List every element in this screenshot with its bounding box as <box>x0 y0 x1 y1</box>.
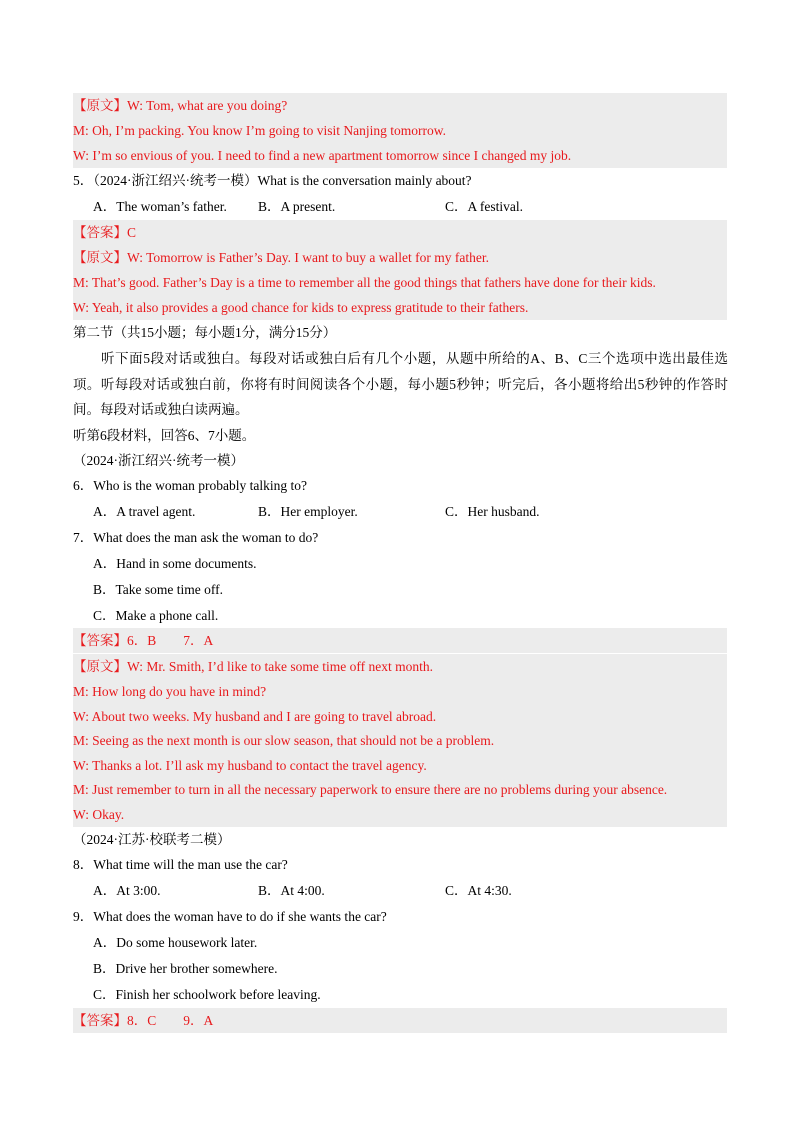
question-5-options <box>73 194 727 219</box>
transcript-line: W: I’m so envious of you. I need to find a new apartment tomorrow since I changed my job. <box>73 143 727 168</box>
set-intro: 听第6段材料，回答6、7小题。 <box>73 428 256 443</box>
question-8-stem: 8．What time will the man use the car? <box>73 857 288 872</box>
option-a: A．The woman’s father. <box>93 199 227 214</box>
answer-line: 【答案】8．C 9．A <box>73 1008 727 1033</box>
section-instructions: 听下面5段对话或独白。每段对话或独白后有几个小题，从题中所给的A、B、C三个选项中选出最佳选项。听每段对话或独白前，你将有时间阅读各个小题，每小题5秒钟；听完后，各小题将给出5秒钟的作答时间。每段对话或独白读两遍。 <box>73 351 728 417</box>
transcript-line: M: That’s good. Father’s Day is a time to remember all the good things that fathers have done for their kids. <box>73 270 727 295</box>
answer-line: 【答案】C <box>73 220 727 245</box>
option-a: A．Hand in some documents. <box>93 556 257 571</box>
question-8-options <box>73 878 727 903</box>
question-9-stem: 9．What does the woman have to do if she wants the car? <box>73 909 387 924</box>
option-b: B．At 4:00. <box>258 883 325 898</box>
transcript-line: W: About two weeks. My husband and I are going to travel abroad. <box>73 704 727 729</box>
section-heading: 第二节（共15小题；每小题1分，满分15分） <box>73 325 337 340</box>
transcript-line: M: Seeing as the next month is our slow season, that should not be a problem. <box>73 728 727 753</box>
transcript-line: W: Yeah, it also provides a good chance for kids to express gratitude to their fathers. <box>73 295 727 320</box>
option-c: C．At 4:30. <box>445 883 512 898</box>
option-b: B．Take some time off. <box>93 582 224 597</box>
option-a: A．At 3:00. <box>93 883 161 898</box>
transcript-line: M: Just remember to turn in all the necessary paperwork to ensure there are no problems during your absence. <box>73 777 727 802</box>
transcript-line: M: Oh, I’m packing. You know I’m going to visit Nanjing tomorrow. <box>73 118 727 143</box>
answer-line: 【答案】6．B 7．A <box>73 628 727 653</box>
transcript-line: W: Okay. <box>73 802 727 827</box>
source-label: （2024·浙江绍兴·统考一模） <box>73 453 244 468</box>
transcript-line: W: Thanks a lot. I’ll ask my husband to contact the travel agency. <box>73 753 727 778</box>
transcript-line: M: How long do you have in mind? <box>73 679 727 704</box>
question-5-stem: 5．（2024·浙江绍兴·统考一模）What is the conversation mainly about? <box>73 173 472 188</box>
option-b: B．Drive her brother somewhere. <box>93 961 278 976</box>
transcript-line: 【原文】W: Mr. Smith, I’d like to take some time off next month. <box>73 654 727 679</box>
transcript-line: 【原文】W: Tomorrow is Father’s Day. I want to buy a wallet for my father. <box>73 245 727 270</box>
question-6-options <box>73 499 727 524</box>
option-a: A．Do some housework later. <box>93 935 258 950</box>
option-c: C．Her husband. <box>445 504 540 519</box>
option-c: C．Finish her schoolwork before leaving. <box>93 987 321 1002</box>
source-label: （2024·江苏·校联考二模） <box>73 832 231 847</box>
option-c: C．Make a phone call. <box>93 608 219 623</box>
option-a: A．A travel agent. <box>93 504 196 519</box>
question-7-stem: 7．What does the man ask the woman to do? <box>73 530 319 545</box>
question-6-stem: 6．Who is the woman probably talking to? <box>73 478 307 493</box>
transcript-line: 【原文】W: Tom, what are you doing? <box>73 93 727 118</box>
option-b: B．Her employer. <box>258 504 358 519</box>
option-c: C．A festival. <box>445 199 523 214</box>
option-b: B．A present. <box>258 199 336 214</box>
